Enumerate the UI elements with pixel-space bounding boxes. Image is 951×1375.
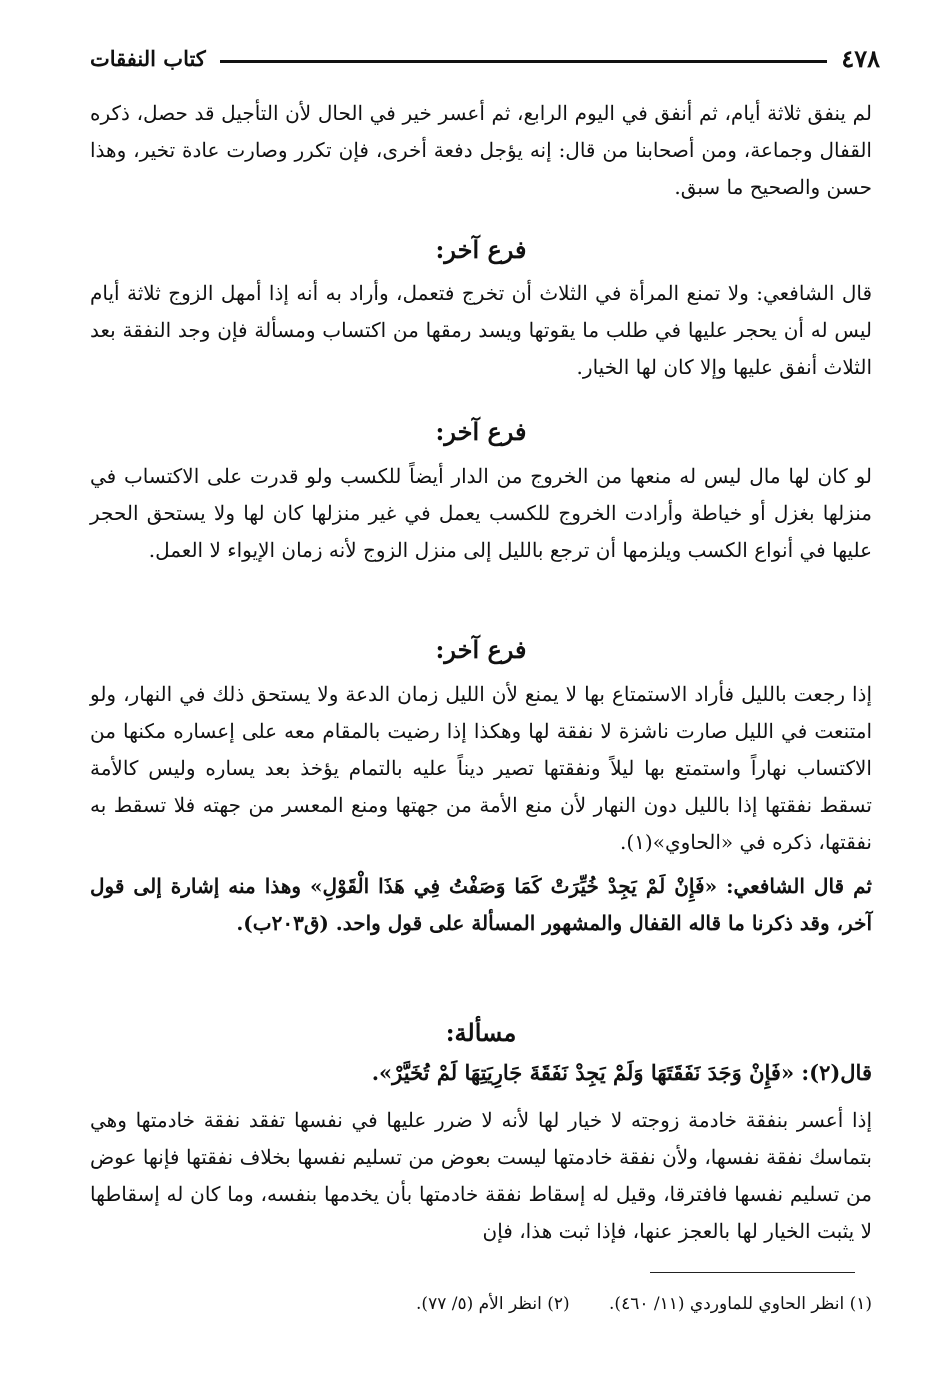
section-heading-1: فرع آخر: xyxy=(435,235,527,264)
paragraph-2: قال الشافعي: ولا تمنع المرأة في الثلاث أن تخرج فتعمل، وأراد به أنه إذا أمهل الزوج ثلاثة أيام ليس له أن يحجر عليها في طلب ما يقوتها ويسد رمقها من اكتساب ومسألة فإن وجد النفقة بعد الثلاث أنفق عليها وإلا كان لها الخيار. xyxy=(90,281,872,379)
section-heading-2: فرع آخر: xyxy=(435,417,527,446)
page-header xyxy=(90,40,880,76)
header-rule xyxy=(220,60,828,63)
paragraph-4: إذا رجعت بالليل فأراد الاستمتاع بها لا يمنع لأن الليل زمان الدعة ولا يستحق ذلك في النهار، ولو امتنعت في الليل صارت ناشزة لا نفقة لها وهكذا إذا رضيت بالمقام معه على إعساره مكنها من الاكتساب نهاراً واستمتع بها ليلاً ونفقتها تصير ديناً عليه بالتمام يؤخذ بعد يساره وليس كالأمة تسقط نفقتها إذا بالليل دون النهار لأن منع الأمة من جهتها ومنع المعسر من جهته فلا تسقط به نفقتها، ذكره في «الحاوي»(١). xyxy=(90,682,872,854)
quote-line: قال(٢): «فَإِنْ وَجَدَ نَفَقَتَهَا وَلَمْ يَجِدْ نَفَقَةَ جَارِيَتِهَا لَمْ تُخَيَّرْ». xyxy=(371,1060,872,1085)
page-number: ٤٧٨ xyxy=(841,43,880,73)
footnote-2: (٢) انظر الأم (٥/ ٧٧). xyxy=(416,1294,570,1314)
section-heading-masala: مسألة: xyxy=(445,1018,517,1047)
footnotes xyxy=(90,1290,872,1318)
footnote-1: (١) انظر الحاوي للماوردي (١١/ ٤٦٠). xyxy=(609,1294,872,1314)
book-title: كتاب النفقات xyxy=(90,45,206,71)
footnote-rule xyxy=(650,1272,855,1273)
paragraph-1: لم ينفق ثلاثة أيام، ثم أنفق في اليوم الرابع، ثم أعسر خير في الحال لأن التأجيل قد حصل، ذكره القفال وجماعة، ومن أصحابنا من قال: إنه يؤجل دفعة أخرى، فإن تكرر وصارت عادة تخير، وهذا حسن والصحيح ما سبق. xyxy=(90,101,872,199)
section-heading-3: فرع آخر: xyxy=(435,635,527,664)
paragraph-3: لو كان لها مال ليس له منعها من الخروج من الدار أيضاً للكسب ولو قدرت على الاكتساب في منزلها بغزل أو خياطة وأرادت الخروج للكسب يعمل في غير منزلها كان لها ولا يستحق الحجر عليها في أنواع الكسب ويلزمها أن ترجع بالليل إلى منزل الزوج لأنه زمان الإيواء لا العمل. xyxy=(90,464,872,562)
paragraph-5: ثم قال الشافعي: «فَإِنْ لَمْ يَجِدْ خُيِّرَتْ كَمَا وَصَفْتُ فِي هَذَا الْقَوْلِ» وهذا منه إشارة إلى قول آخر، وقد ذكرنا ما قاله القفال والمشهور المسألة على قول واحد. (ق٢٠٣ب). xyxy=(90,874,872,935)
paragraph-6: إذا أعسر بنفقة خادمة زوجته لا خيار لها لأنه لا ضرر عليها في نفسها تفقد نفقة خادمتها وهي بتماسك نفقة نفسها، ولأن نفقة خادمتها ليست بعوض من تسليم نفسها بخلاف نفقتها فإنها عوض من تسليم نفسها فافترقا، وقيل له إسقاط نفقة خادمتها بأن يخدمها بنفسه، وما كان له إسقاطها لا يثبت الخيار لها بالعجز عنها، فإذا ثبت هذا، فإن xyxy=(90,1108,872,1243)
